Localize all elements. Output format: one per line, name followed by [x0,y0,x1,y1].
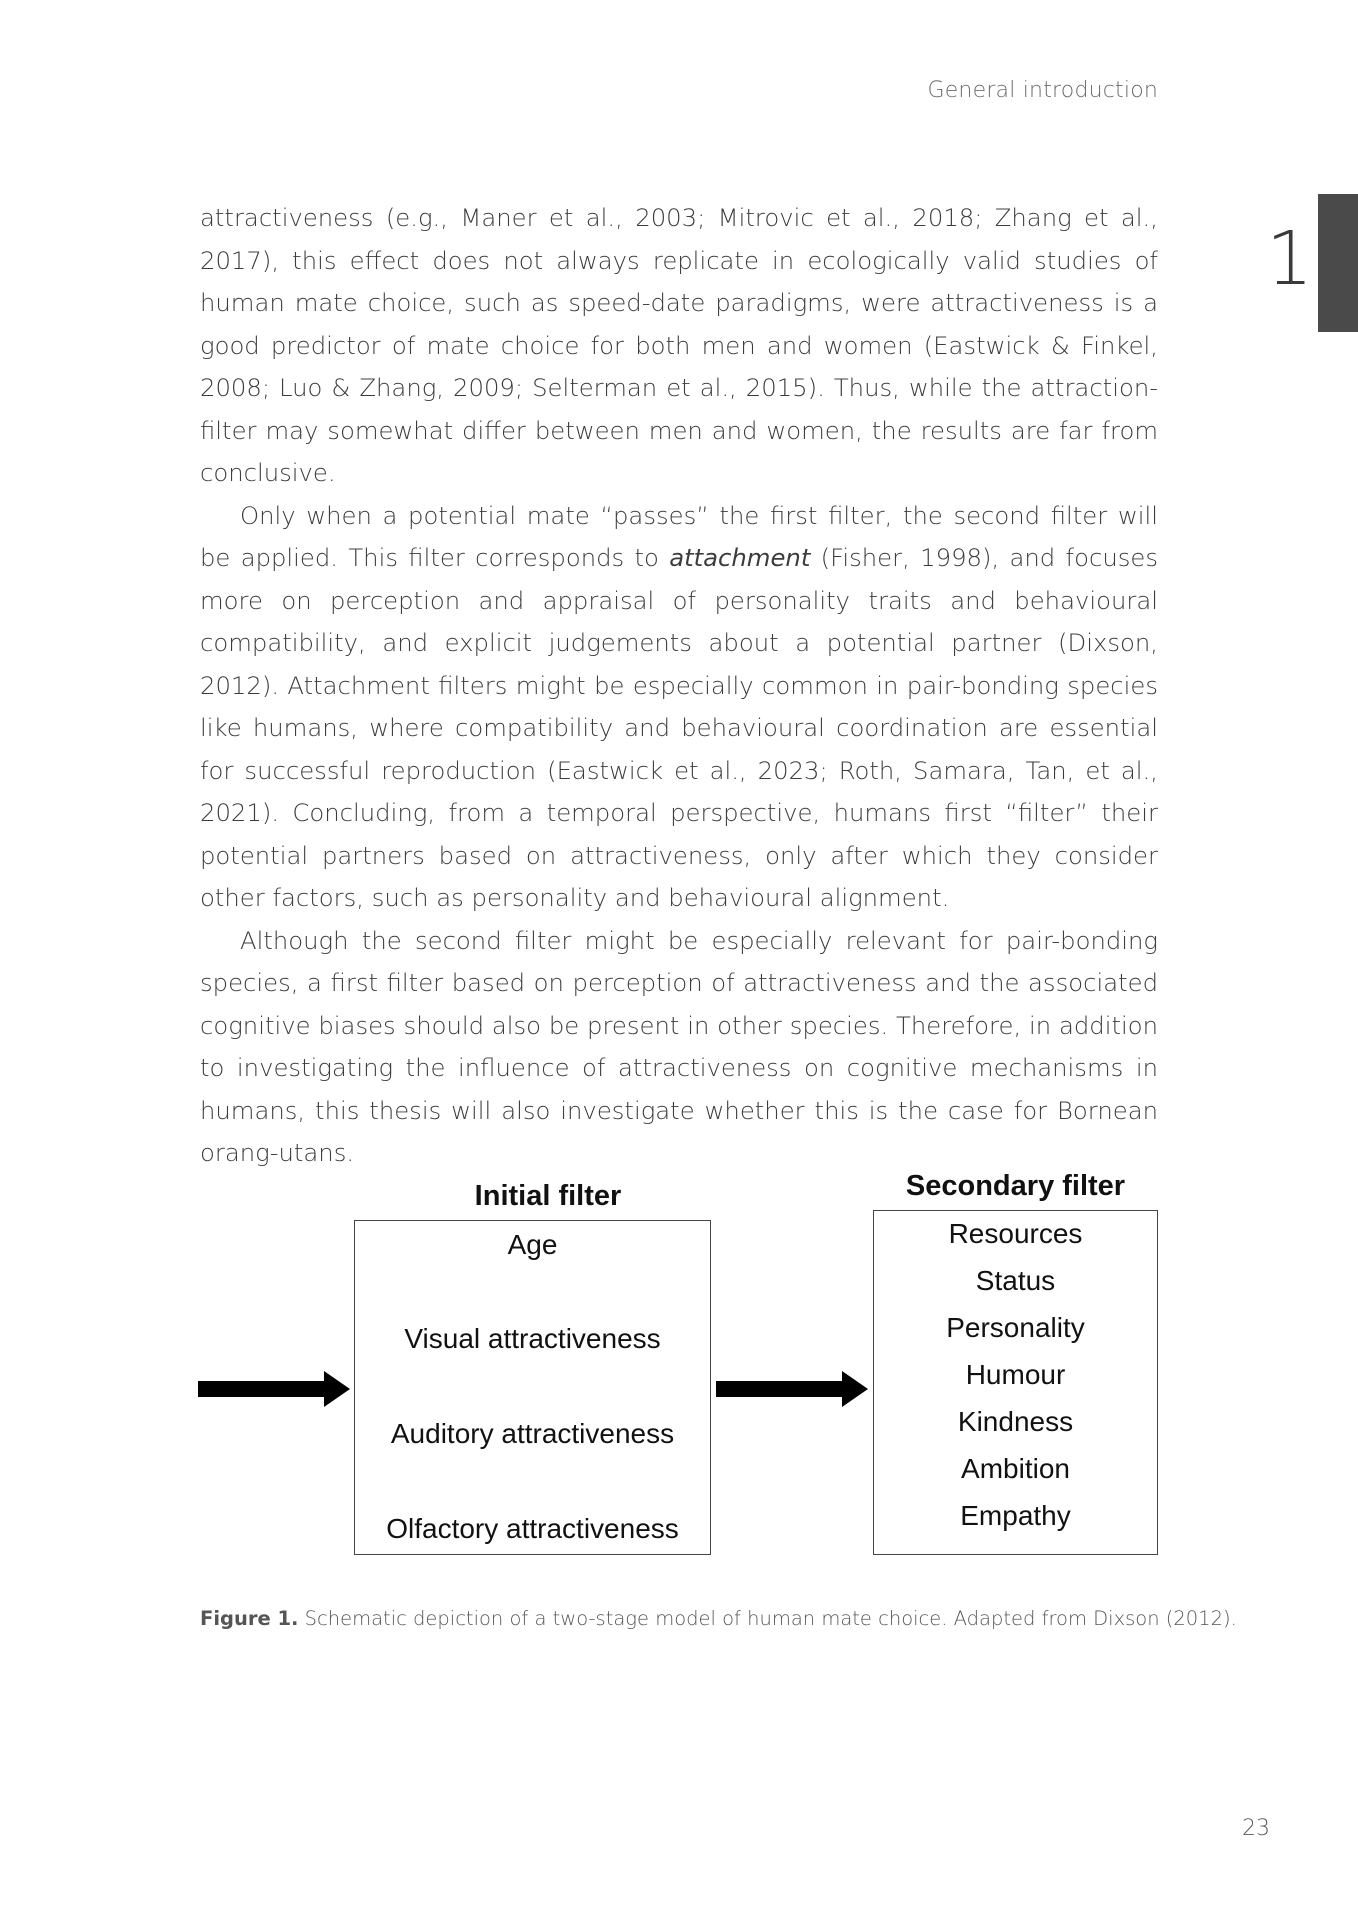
secondary-filter-heading: Secondary filter [905,1170,1126,1202]
chapter-number: 1 [1266,216,1314,302]
input-arrow-icon [198,1371,350,1407]
secondary-filter-item: Empathy [960,1500,1071,1531]
body-text [200,197,1158,1175]
initial-filter-heading: Initial filter [474,1180,622,1212]
page-number: 23 [1242,1816,1270,1841]
secondary-filter-box [873,1210,1158,1555]
secondary-filter-item: Humour [965,1359,1066,1390]
figure-caption-text: Schematic depiction of a two-stage model of human mate choice. Adapted from Dixson (2012). [298,1607,1237,1630]
secondary-filter-item: Resources [948,1218,1083,1249]
paragraph-3: Although the second filter might be especially relevant for pair-bonding species, a first filter based on perception of attractiveness and the associated cognitive biases should also be present in other species. Therefore, in addition to investigating the influence of attractiveness on cognitive mechanisms in humans, this thesis will also investigate whether this is the case for Bornean orang-utans. [200,925,1158,1167]
figure-caption [200,1607,1237,1630]
chapter-tab [1318,194,1358,332]
initial-filter-box [354,1220,711,1555]
running-head: General introduction [927,78,1158,103]
initial-filter-item: Auditory attractiveness [390,1418,675,1449]
paragraph-2-italic-term: attachment [669,543,811,572]
figure-caption-label: Figure 1. [200,1607,299,1630]
secondary-filter-item: Ambition [961,1453,1070,1484]
paragraph-2 [200,495,1158,920]
initial-filter-item: Visual attractiveness [404,1323,661,1354]
transition-arrow-icon [716,1371,868,1407]
initial-filter-item: Olfactory attractiveness [386,1513,679,1544]
initial-filter-item: Age [507,1229,558,1260]
paragraph-2-end: (Fisher, 1998), and focuses more on perception and appraisal of personality traits and behavioural compatibility, and explicit judgements about a potential partner (Dixson, 2012). Attachment filters might be especially common in pair-bonding species like humans, where compatibility and behavioural coordination are essential for successful reproduction (Eastwick et al., 2023; Roth, Samara, Tan, et al., 2021). Concluding, from a temporal perspective, humans first “filter” their potential partners based on attractiveness, only after which they consider other factors, such as personality and behavioural alignment. [200,543,1158,912]
secondary-filter-item: Personality [946,1312,1085,1343]
paragraph-1: attractiveness (e.g., Maner et al., 2003; Mitrovic et al., 2018; Zhang et al., 2017), this effect does not always replicate in ecologically valid studies of human mate choice, such as speed-date paradigms, were attractiveness is a good predictor of mate choice for both men and women (Eastwick & Finkel, 2008; Luo & Zhang, 2009; Selterman et al., 2015). Thus, while the attraction-filter may somewhat differ between men and women, the results are far from conclusive. [200,203,1158,487]
secondary-filter-item: Status [975,1265,1056,1296]
paragraph-2-start: Only when a potential mate “passes” the first filter, the second filter will be applied. This filter corresponds to [200,500,1158,572]
secondary-filter-item: Kindness [957,1406,1074,1437]
